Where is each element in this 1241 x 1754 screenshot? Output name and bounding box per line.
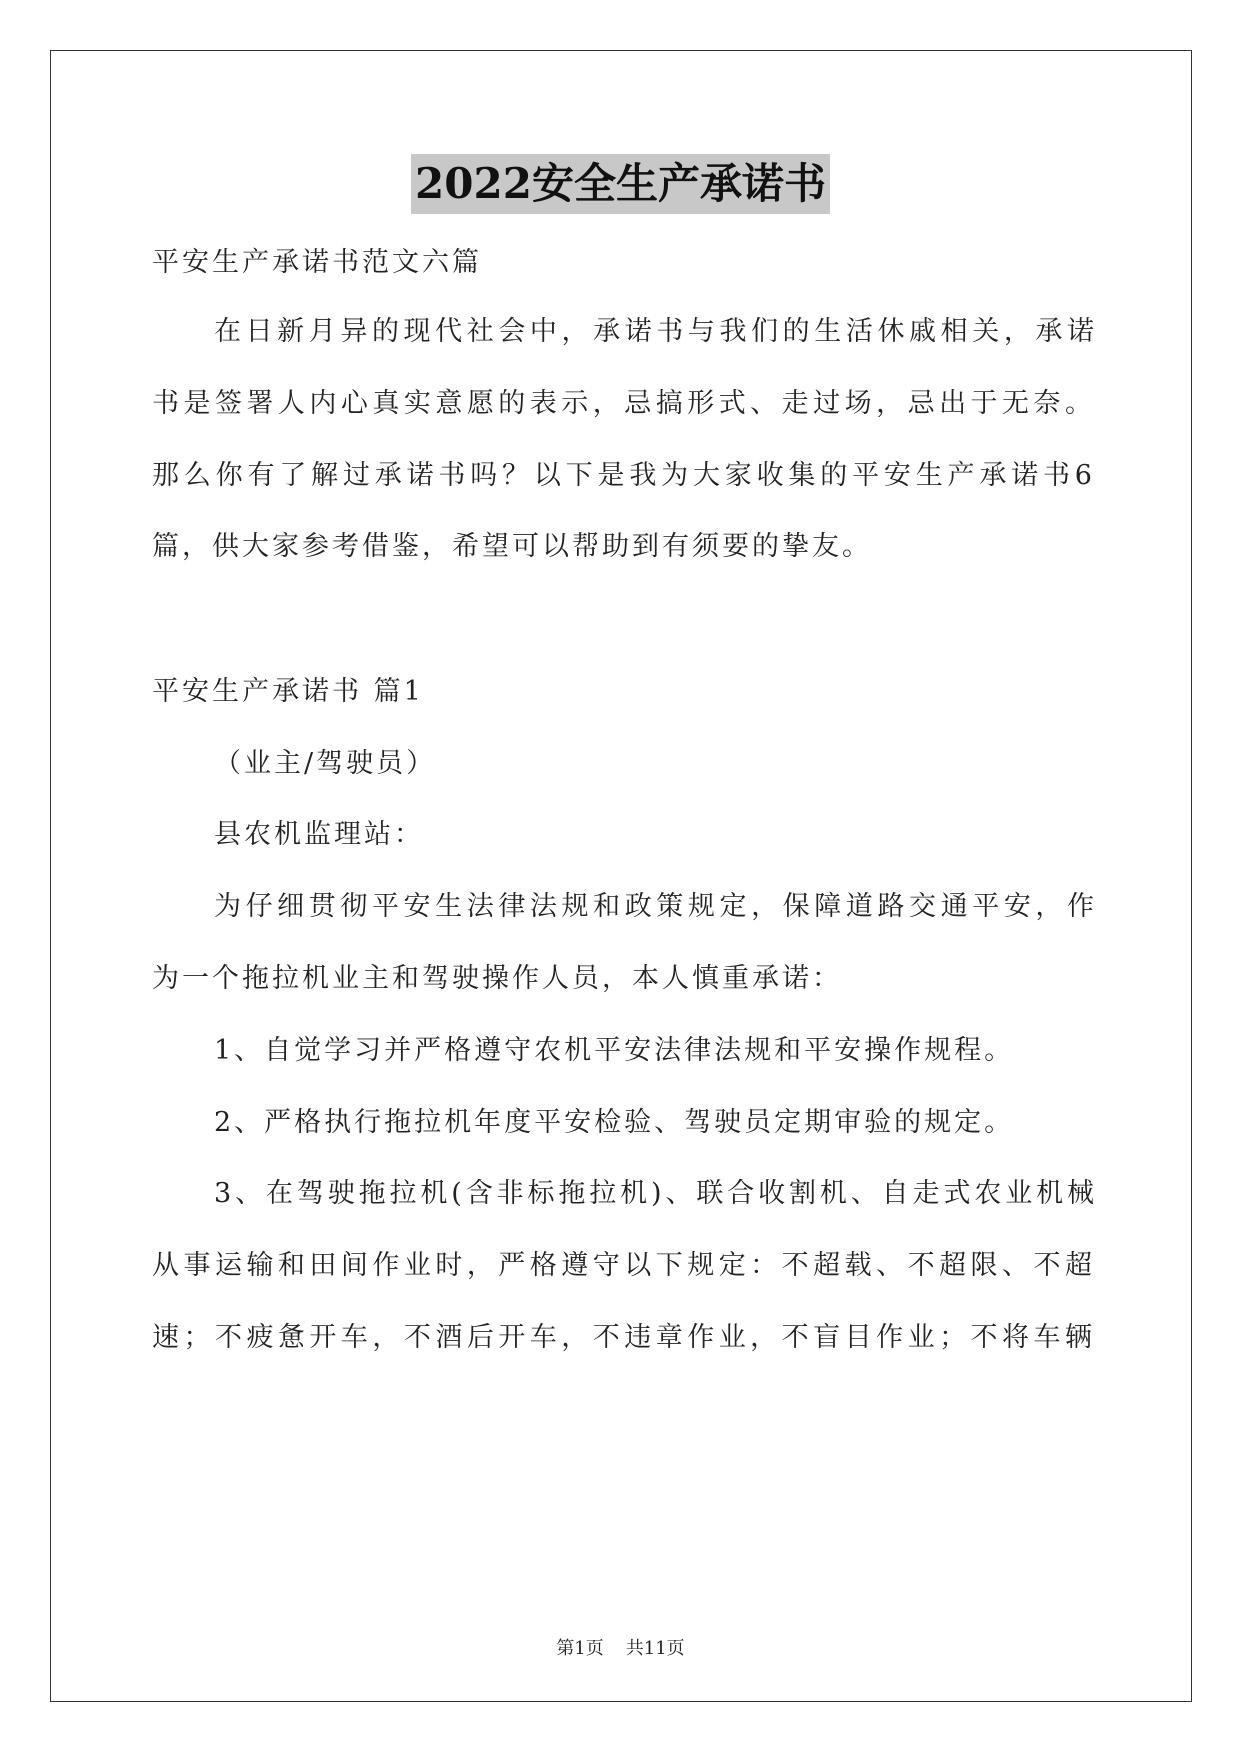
page-total: 共11页 [625, 1638, 685, 1659]
section-heading: 平安生产承诺书 篇1 [152, 676, 424, 707]
document-title: 2022安全生产承诺书 [411, 154, 830, 214]
list-item: 1、自觉学习并严格遵守农机平安法律法规和平安操作规程。 [214, 1035, 1015, 1066]
paragraph-line: 为仔细贯彻平安生法律法规和政策规定，保障道路交通平安，作 [214, 891, 1094, 922]
page-number: 第1页 [556, 1638, 604, 1659]
title-wrap [0, 154, 1241, 214]
paragraph-line: 那么你有了解过承诺书吗？以下是我为大家收集的平安生产承诺书6 [152, 460, 1092, 491]
paragraph-line: 在日新月异的现代社会中，承诺书与我们的生活休戚相关，承诺 [214, 316, 1094, 347]
paragraph-line: 为一个拖拉机业主和驾驶操作人员，本人慎重承诺： [152, 963, 842, 994]
paragraph-line: 速；不疲惫开车，不酒后开车，不违章作业，不盲目作业；不将车辆 [152, 1322, 1092, 1353]
subtitle-line: 平安生产承诺书范文六篇 [152, 247, 482, 278]
paragraph-line: 书是签署人内心真实意愿的表示，忌搞形式、走过场，忌出于无奈。 [152, 388, 1092, 419]
paragraph-line: 县农机监理站： [214, 819, 424, 850]
paragraph-line: 从事运输和田间作业时，严格遵守以下规定：不超载、不超限、不超 [152, 1250, 1092, 1281]
paragraph-line: 篇，供大家参考借鉴，希望可以帮助到有须要的挚友。 [152, 531, 872, 562]
paragraph-line: （业主/驾驶员） [214, 748, 437, 779]
list-item: 2、严格执行拖拉机年度平安检验、驾驶员定期审验的规定。 [214, 1107, 1015, 1138]
list-item: 3、在驾驶拖拉机(含非标拖拉机)、联合收割机、自走式农业机械 [214, 1178, 1094, 1209]
page-footer [0, 1636, 1241, 1662]
